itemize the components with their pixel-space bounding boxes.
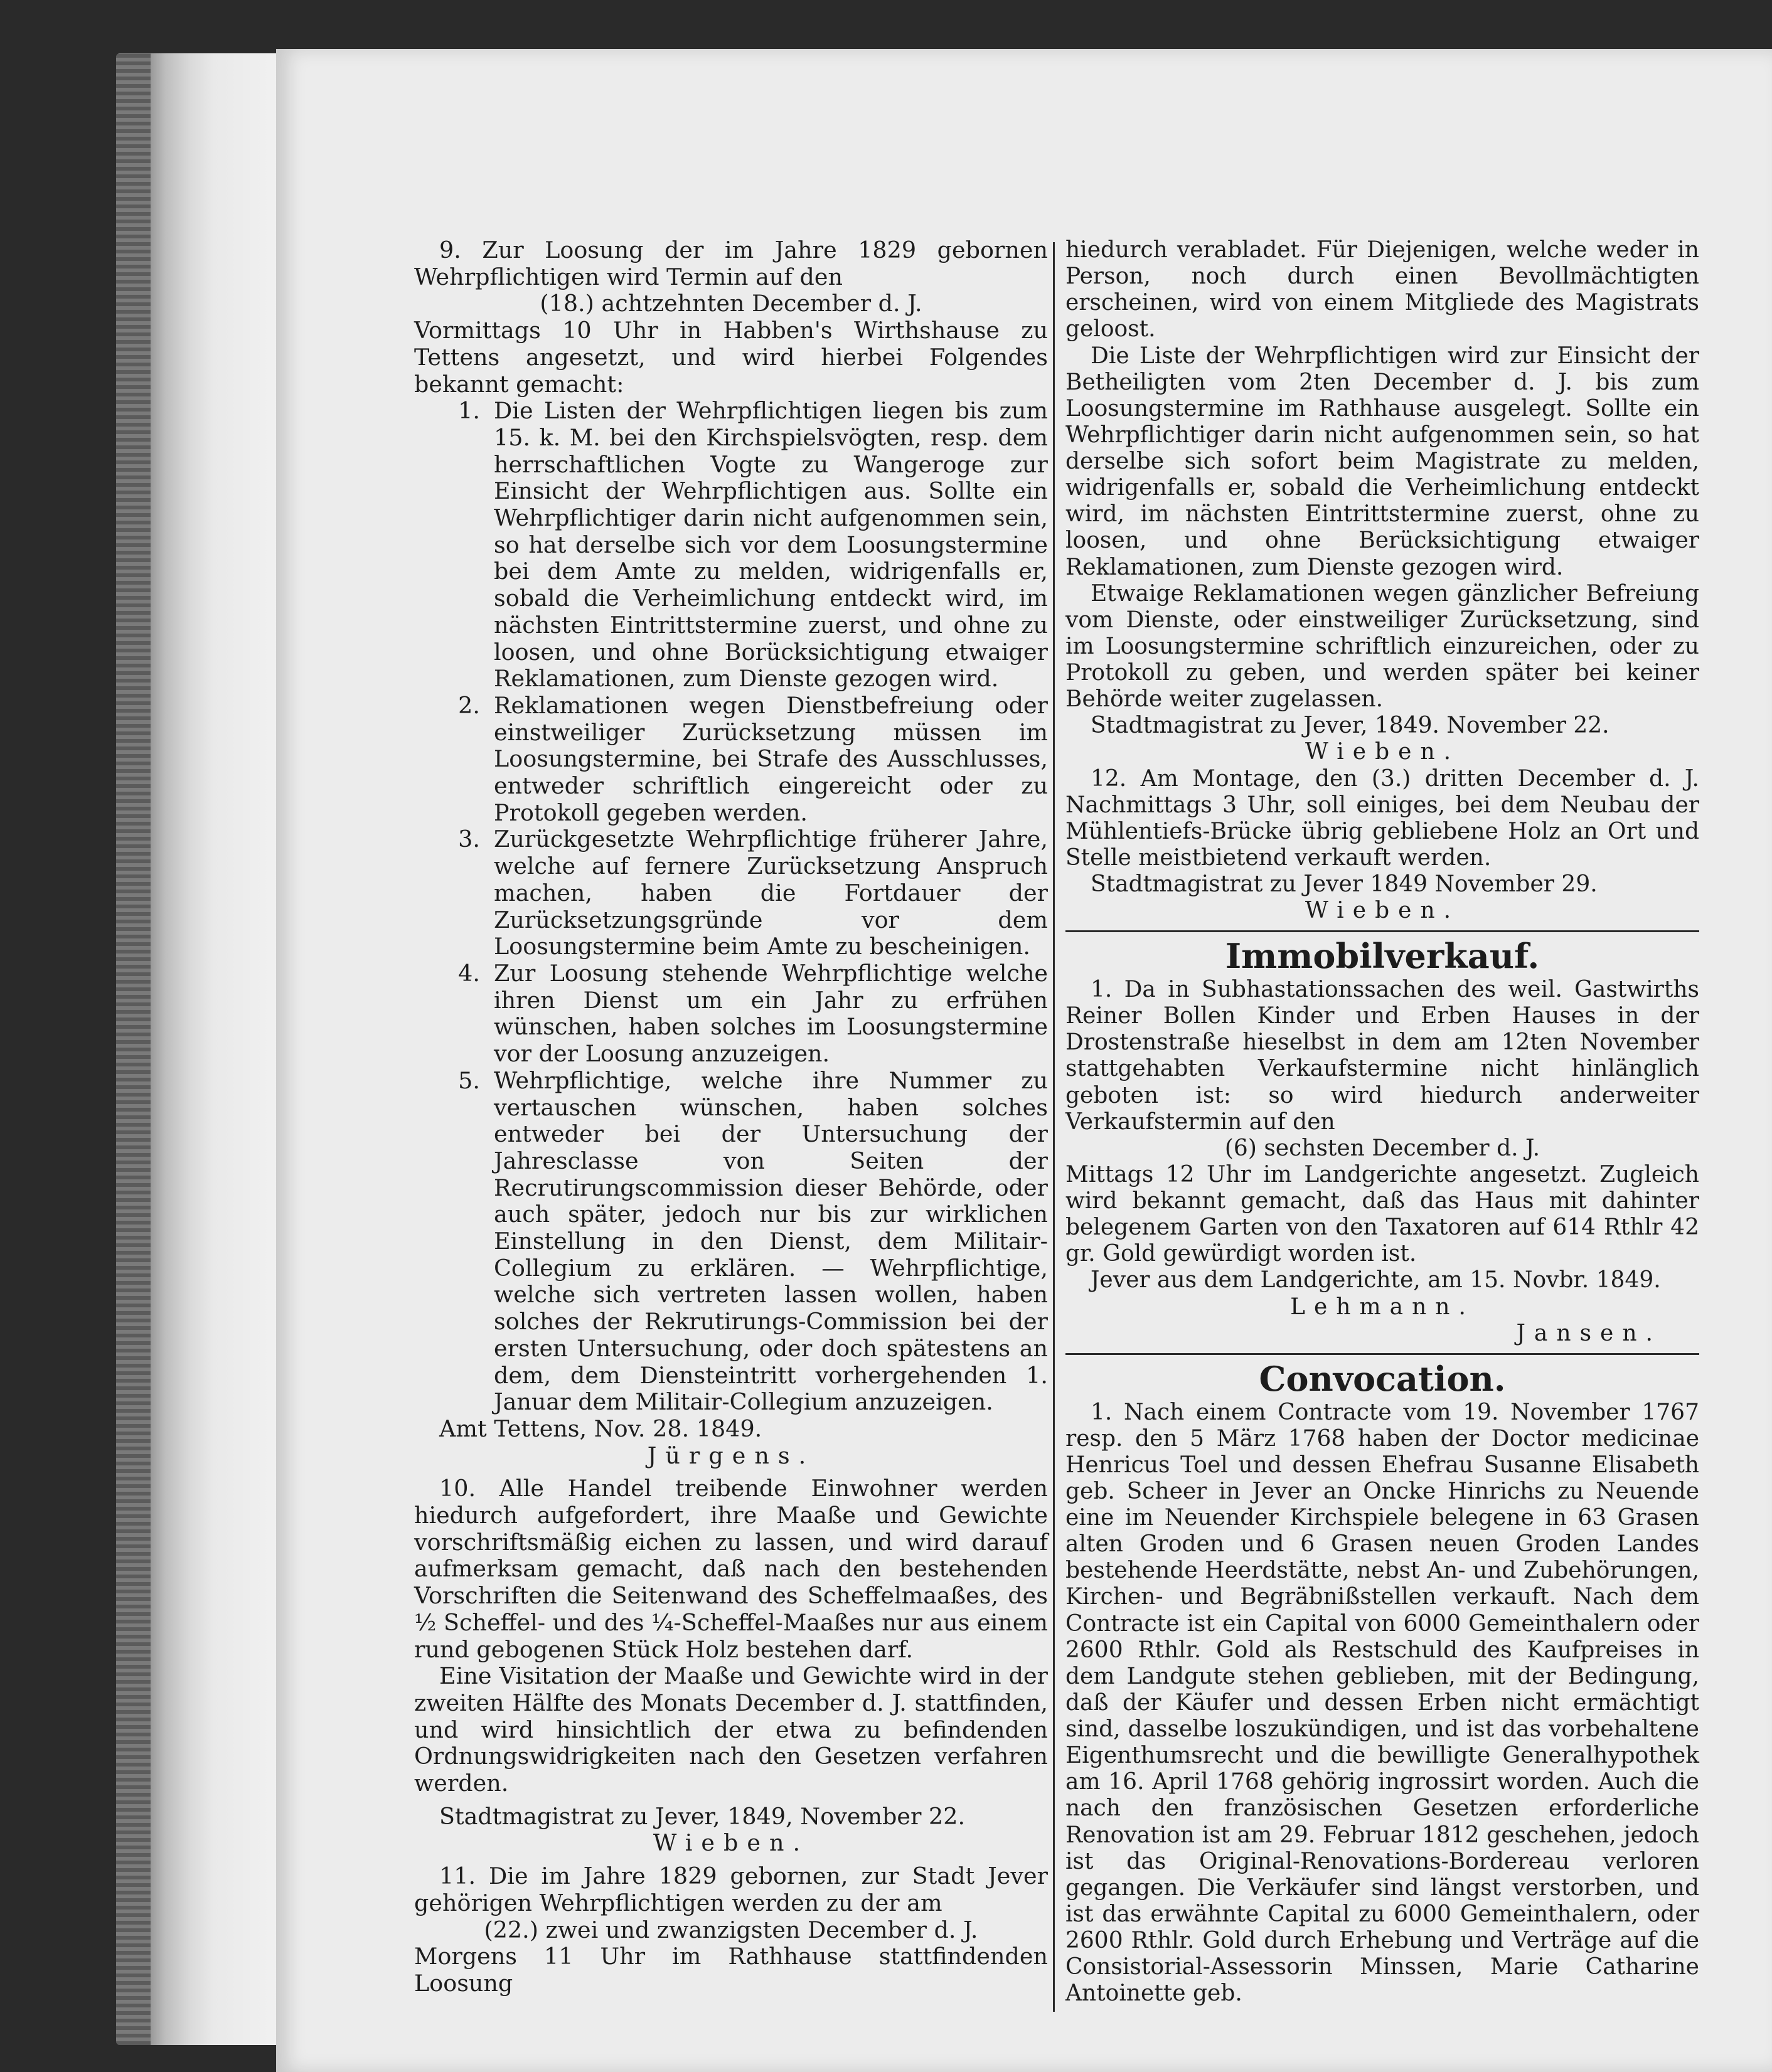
notice-11-sign-name: Wieben. [1305, 739, 1460, 765]
list-item-text: Wehrpflichtige, welche ihre Nummer zu vertauschen wünschen, haben solches entweder bei der Untersuchung der Jahresclasse von Seiten der Recrutirungscommission dieser Behörde, oder auch später, jedoch nur bis zur wirklichen Einstellung in den Dienst, dem Militair-Collegium zu erklären. — Wehrpflichtige, welche sich vertreten lassen wollen, haben solches der Rekrutirungs-Commission bei der ersten Untersuchung, oder doch spätestens an dem, dem Diensteintritt vorhergehenden 1. Januar dem Militair-Collegium anzuzeigen. [494, 1066, 1048, 1416]
immobil-date: (6) sechsten December d. J. [1224, 1135, 1540, 1161]
list-item [414, 693, 1048, 827]
section-rule [1065, 1353, 1699, 1355]
notice-9-intro: 9. Zur Loosung der im Jahre 1829 gebornen Wehrpflichtigen wird Termin auf den [414, 236, 1048, 290]
immobil-sign-name-2: Jansen. [1516, 1320, 1662, 1346]
immobil-sign-place: Jever aus dem Landgerichte, am 15. Novbr. 1849. [1091, 1267, 1661, 1294]
notice-9-sign-name: Jürgens. [647, 1442, 815, 1469]
list-item-number: 2. [458, 691, 480, 719]
list-item-number: 3. [458, 826, 480, 853]
notice-10-text: 10. Alle Handel treibende Einwohner werden hiedurch aufgefordert, ihre Maaße und Gewichte vorschriftsmäßig eichen zu lassen, und wird darauf aufmerksam gemacht, daß nach den bestehenden Vorschriften die Seitenwand des Scheffelmaaßes, des ½ Scheffel- und des ¼-Scheffel-Maaßes nur aus einem rund gebogenen Stück Holz bestehen darf. [414, 1475, 1048, 1663]
notice-11-reklamation: Etwaige Reklamationen wegen gänzlicher Befreiung vom Dienste, oder einstweiliger Zurücksetzung, sind im Loosungstermine schriftlich einzureichen, oder zu Protokoll zu geben, und werden später bei keiner Behörde weiter zugelassen. [1065, 580, 1699, 713]
notice-12-sign-name: Wieben. [1305, 898, 1460, 924]
notice-9-sign-place: Amt Tettens, Nov. 28. 1849. [439, 1415, 762, 1442]
notice-10-sign-name: Wieben. [653, 1829, 809, 1857]
list-item-number: 1. [458, 397, 480, 425]
heading-convocation: Convocation. [1259, 1358, 1506, 1399]
notice-11-continued: hiedurch verabladet. Für Diejenigen, welche weder in Person, noch durch einen Bevollmächtigten erscheinen, wird von einem Mitgliede des Magistrats geloost. [1065, 237, 1699, 343]
heading-immobilverkauf: Immobilverkauf. [1225, 936, 1540, 977]
immobil-text: 1. Da in Subhastationssachen des weil. Gastwirths Reiner Bollen Kinder und Erben Hauses in der Drostenstraße hieselbst in dem am 12ten November stattgehabten Verkaufstermine nicht hinlänglich geboten ist: so wird hiedurch anderweiter Verkaufstermin auf den [1065, 977, 1699, 1135]
list-item [414, 960, 1048, 1068]
immobil-after: Mittags 12 Uhr im Landgerichte angesetzt. Zugleich wird bekannt gemacht, daß das Haus mit dahinter belegenem Garten von den Taxatoren auf 614 Rthlr 42 gr. Gold gewürdigt worden ist. [1065, 1161, 1699, 1267]
list-item [414, 398, 1048, 693]
left-column [414, 237, 1048, 1997]
list-item [414, 1068, 1048, 1416]
notice-11-date: (22.) zwei und zwanzigsten December d. J. [484, 1916, 978, 1943]
notice-9-date: (18.) achtzehnten December d. J. [540, 290, 922, 317]
convocation-text: 1. Nach einem Contracte vom 19. November 1767 resp. den 5 März 1768 haben der Doctor medicinae Henricus Toel und dessen Ehefrau Susanne Elisabeth geb. Scheer in Jever an Oncke Hinrichs zu Neuende eine im Neuender Kirchspiele belegene in 63 Grasen alten Groden und 6 Grasen neuen Groden Landes bestehende Heerdstätte, nebst An- und Zubehörungen, Kirchen- und Begräbnißstellen verkauft. Nach dem Contracte ist ein Capital von 6000 Gemeinthalern oder 2600 Rthlr. Gold als Restschuld des Kaufpreises in dem Landgute stehen geblieben, mit der Bedingung, daß der Käufer und dessen Erben nicht ermächtigt sind, dasselbe loszukündigen, und ist das vorbehaltene Eigenthumsrecht und die bewilligte Generalhypothek am 16. April 1768 gehörig ingrossirt worden. Auch die nach den französischen Gesetzen erforderliche Renovation ist am 29. Februar 1812 geschehen, jedoch ist das Original-Renovations-Bordereau verloren gegangen. Die Verkäufer sind längst verstorben, und ist das erwähnte Capital zu 6000 Gemeinthalern, oder 2600 Rthlr. Gold durch Erhebung und Verträge auf die Consistorial-Assessorin Minssen, Marie Catharine Antoinette geb. [1065, 1399, 1699, 2007]
page [276, 49, 1772, 2072]
list-item-text: Die Listen der Wehrpflichtigen liegen bis zum 15. k. M. bei den Kirchspielsvögten, resp. dem herrschaftlichen Vogte zu Wangeroge zur Einsicht der Wehrpflichtigen aus. Sollte ein Wehrpflichtiger darin nicht aufgenommen sein, so hat derselbe sich vor dem Loosungstermine bei dem Amte zu melden, widrigenfalls er, sobald die Verheimlichung entdeckt wird, im nächsten Eintrittstermine zuerst, und ohne zu loosen, und ohne Borücksichtigung etwaiger Reklamationen, zum Dienste gezogen wird. [494, 397, 1048, 693]
list-item-text: Reklamationen wegen Dienstbefreiung oder einstweiliger Zurücksetzung müssen im Loosungstermine, bei Strafe des Ausschlusses, entweder schriftlich eingereicht oder zu Protokoll gegeben werden. [494, 691, 1048, 826]
immobil-sign-name-1: Lehmann. [1290, 1294, 1475, 1320]
notice-12-sign-place: Stadtmagistrat zu Jever 1849 November 29. [1091, 871, 1598, 897]
list-item-text: Zur Loosung stehende Wehrpflichtige welche ihren Dienst um ein Jahr zu erfrühen wünschen, haben solches im Loosungstermine vor der Loosung anzuzeigen. [494, 959, 1048, 1068]
notice-11-intro: 11. Die im Jahre 1829 gebornen, zur Stadt Jever gehörigen Wehrpflichtigen werden zu der am [414, 1862, 1048, 1916]
notice-10-sign-place: Stadtmagistrat zu Jever, 1849, November 22. [439, 1802, 966, 1830]
notice-10-text-2: Eine Visitation der Maaße und Gewichte wird in der zweiten Hälfte des Monats December d. J. stattfinden, und wird hinsichtlich der etwa zu befindenden Ordnungswidrigkeiten nach den Gesetzen verfahren werden. [414, 1662, 1048, 1797]
notice-11-after: Morgens 11 Uhr im Rathhause stattfindenden Loosung [414, 1943, 1048, 1997]
right-column [1065, 237, 1699, 2007]
notice-11-list: Die Liste der Wehrpflichtigen wird zur Einsicht der Betheiligten vom 2ten December d. J. bis zum Loosungstermine im Rathhause ausgelegt. Sollte ein Wehrpflichtiger darin nicht aufgenommen sein, so hat derselbe sich sofort beim Magistrate zu melden, widrigenfalls er, sobald die Verheimlichung entdeckt wird, im nächsten Eintrittstermine zuerst, ohne zu loosen, und ohne Berücksichtigung etwaiger Reklamationen, zum Dienste gezogen wird. [1065, 343, 1699, 580]
book-edge [116, 53, 279, 2045]
column-divider [1053, 242, 1055, 2012]
list-item-number: 5. [458, 1066, 480, 1094]
notice-11-sign-place: Stadtmagistrat zu Jever, 1849. November 22. [1091, 713, 1609, 739]
list-item-number: 4. [458, 959, 480, 987]
section-rule [1065, 930, 1699, 932]
list-item-text: Zurückgesetzte Wehrpflichtige früherer Jahre, welche auf fernere Zurücksetzung Anspruch machen, haben die Fortdauer der Zurücksetzungsgründe vor dem Loosungstermine beim Amte zu bescheinigen. [494, 826, 1048, 960]
notice-9-after: Vormittags 10 Uhr in Habben's Wirthshause zu Tettens angesetzt, und wird hierbei Folgendes bekannt gemacht: [414, 317, 1048, 398]
notice-12-text: 12. Am Montage, den (3.) dritten December d. J. Nachmittags 3 Uhr, soll einiges, bei dem Neubau der Mühlentiefs-Brücke übrig gebliebene Holz an Ort und Stelle meistbietend verkauft werden. [1065, 765, 1699, 871]
list-item [414, 826, 1048, 960]
